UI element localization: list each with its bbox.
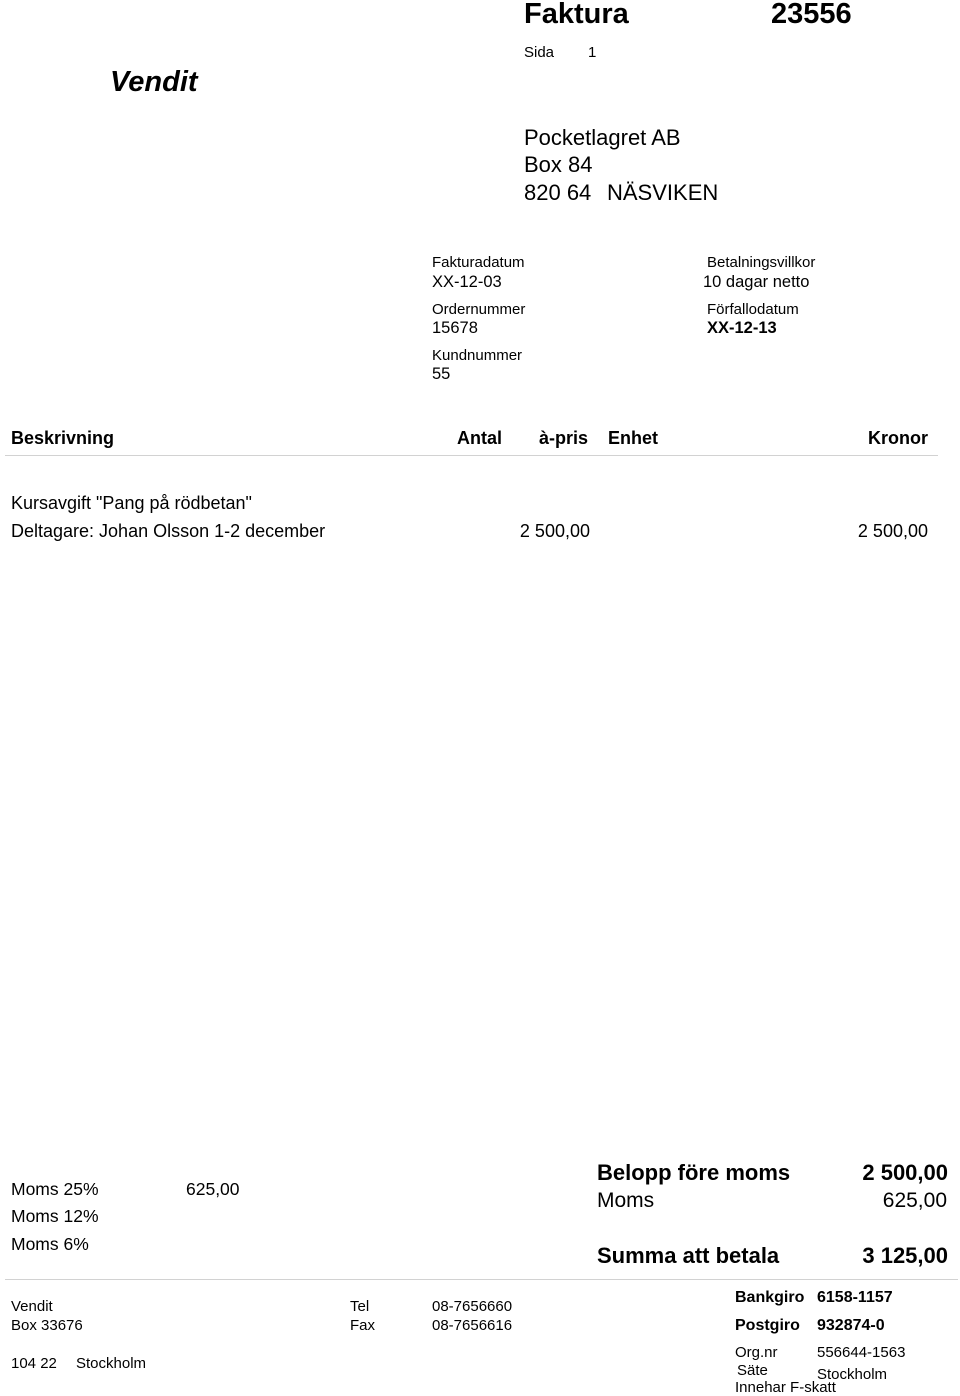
order-number-label: Ordernummer — [432, 301, 526, 318]
vat-rate-label: Moms 25% — [11, 1179, 99, 1199]
recipient-street: Box 84 — [524, 152, 593, 177]
customer-number-value: 55 — [432, 365, 451, 383]
column-header-description: Beskrivning — [11, 428, 115, 448]
due-date-value: XX-12-13 — [707, 319, 777, 337]
vat-total-label: Moms — [597, 1189, 655, 1212]
bankgiro-label: Bankgiro — [735, 1289, 805, 1306]
amount-due-label: Summa att betala — [597, 1243, 780, 1268]
invoice-date-value: XX-12-03 — [432, 273, 502, 291]
footer-company-city: Stockholm — [76, 1355, 147, 1372]
page-label: Sida — [524, 44, 555, 61]
footer-company-postal-code: 104 22 — [11, 1355, 57, 1372]
bankgiro-number: 6158-1157 — [817, 1289, 893, 1306]
document-title: Faktura — [524, 0, 629, 30]
registered-seat: Stockholm — [817, 1366, 888, 1383]
column-header-quantity: Antal — [457, 428, 502, 448]
column-header-unit-price: à-pris — [539, 428, 589, 448]
vat-total-value: 625,00 — [882, 1189, 947, 1212]
table-header-divider — [5, 455, 938, 456]
postgiro-label: Postgiro — [735, 1317, 800, 1334]
vat-rate-label: Moms 12% — [11, 1206, 99, 1226]
phone-number: 08-7656660 — [432, 1298, 513, 1315]
line-item-amount: 2 500,00 — [857, 521, 928, 541]
vat-rate-amount: 625,00 — [186, 1179, 240, 1199]
registered-seat-label: Säte — [737, 1362, 768, 1379]
due-date-label: Förfallodatum — [707, 301, 799, 318]
phone-label: Tel — [350, 1298, 370, 1315]
page-number: 1 — [588, 44, 597, 61]
line-item-unit-price: 2 500,00 — [519, 521, 590, 541]
payment-terms-value: 10 dagar netto — [703, 273, 810, 291]
recipient-postal-code: 820 64 — [524, 180, 592, 205]
org-number-label: Org.nr — [735, 1344, 778, 1361]
customer-number-label: Kundnummer — [432, 347, 523, 364]
order-number-value: 15678 — [432, 319, 478, 337]
column-header-amount: Kronor — [868, 428, 928, 448]
org-number: 556644-1563 — [817, 1344, 906, 1361]
invoice-number: 23556 — [771, 0, 852, 30]
line-item-title: Kursavgift "Pang på rödbetan" — [11, 493, 252, 513]
footer-company-name: Vendit — [11, 1298, 53, 1315]
sender-logo: Vendit — [110, 66, 198, 98]
net-amount-label: Belopp före moms — [597, 1160, 791, 1185]
invoice-date-label: Fakturadatum — [432, 254, 525, 271]
f-tax-status: Innehar F-skatt — [735, 1379, 836, 1396]
line-item-description: Deltagare: Johan Olsson 1-2 december — [11, 521, 326, 541]
amount-due-value: 3 125,00 — [862, 1243, 948, 1268]
column-header-unit: Enhet — [608, 428, 659, 448]
footer-divider — [5, 1279, 958, 1280]
payment-terms-label: Betalningsvillkor — [707, 254, 816, 271]
net-amount-value: 2 500,00 — [862, 1160, 948, 1185]
footer-company-street: Box 33676 — [11, 1317, 83, 1334]
fax-label: Fax — [350, 1317, 376, 1334]
postgiro-number: 932874-0 — [817, 1317, 885, 1334]
fax-number: 08-7656616 — [432, 1317, 513, 1334]
vat-rate-label: Moms 6% — [11, 1234, 89, 1254]
recipient-name: Pocketlagret AB — [524, 125, 681, 150]
recipient-city: NÄSVIKEN — [607, 180, 719, 205]
